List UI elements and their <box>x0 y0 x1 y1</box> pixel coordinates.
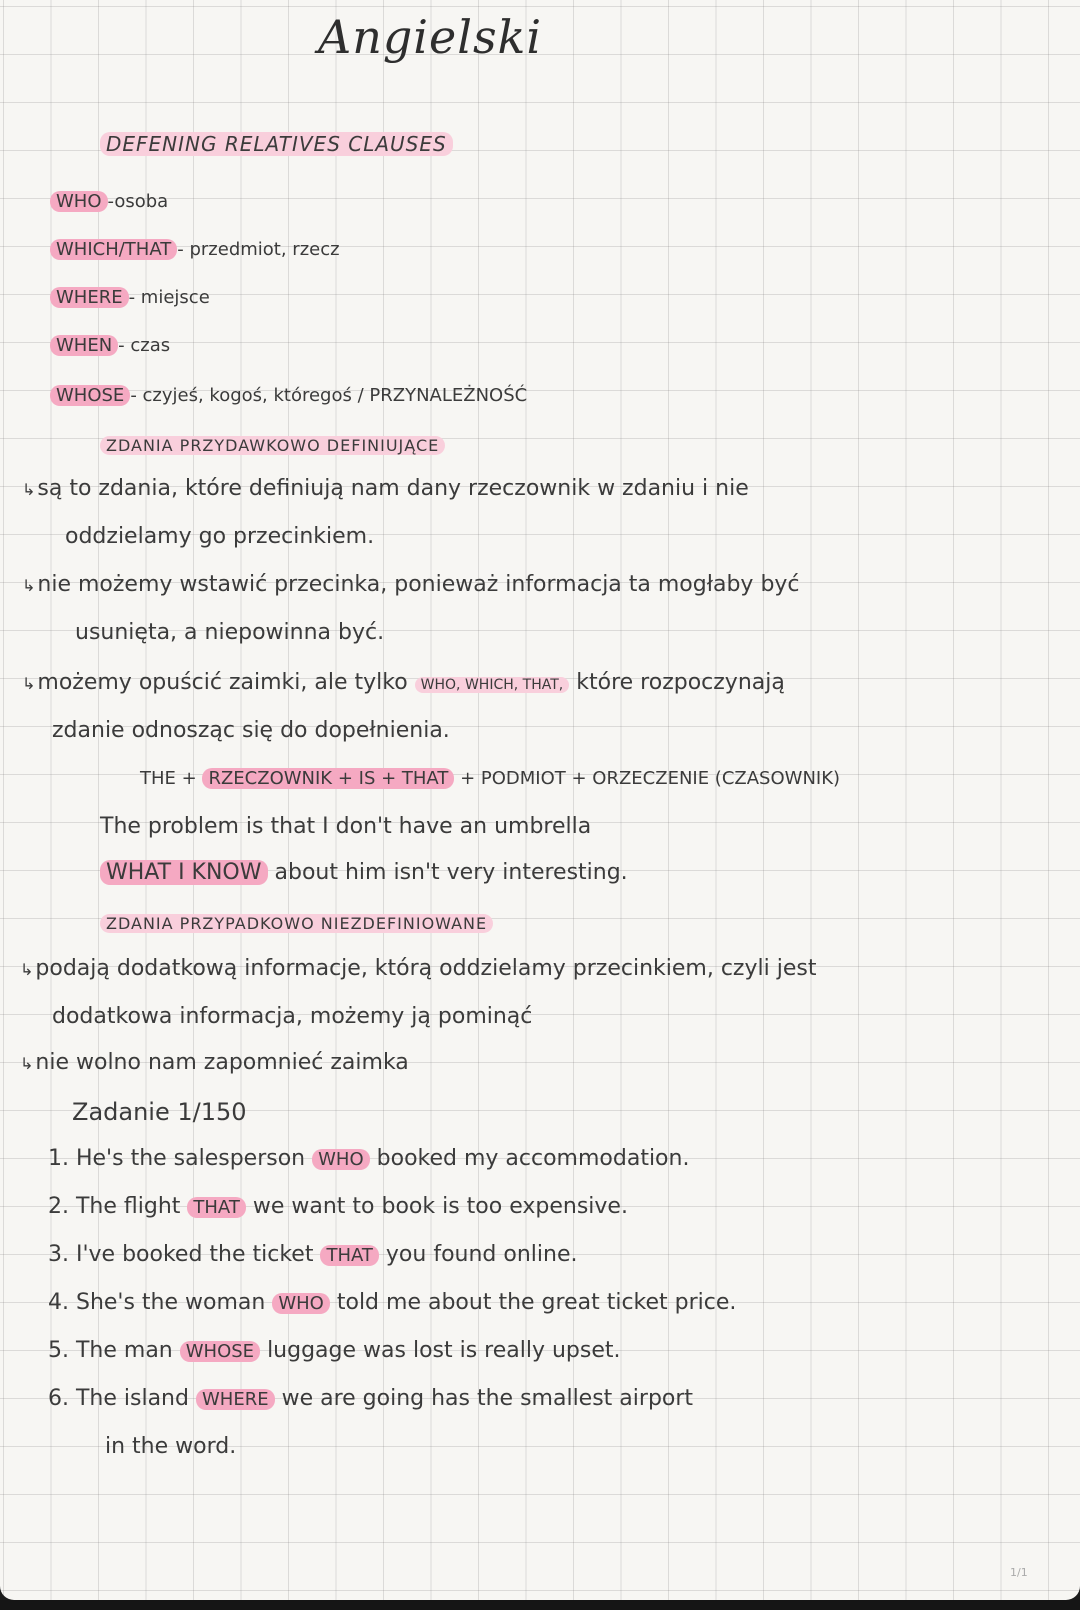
section2-heading <box>100 910 493 935</box>
item-text: we are going has the smallest airport <box>281 1386 694 1411</box>
pronoun-word: WHEN <box>50 335 118 356</box>
bullet-3-line-1 <box>22 670 785 695</box>
pronoun-item <box>50 236 340 261</box>
item-highlight: WHERE <box>196 1389 275 1410</box>
arrow-icon: ↳ <box>22 576 36 595</box>
section2-heading-text: ZDANIA PRZYPADKOWO NIEZDEFINIOWANE <box>100 914 493 933</box>
exercise-continuation: in the word. <box>105 1434 237 1459</box>
item-text: 1. He's the salesperson <box>48 1146 306 1171</box>
pronoun-word: WHICH/THAT <box>50 239 177 260</box>
bullet-text: podają dodatkową informacje, którą oddzielamy przecinkiem, czyli jest <box>35 956 817 981</box>
item-text: 6. The island <box>48 1386 189 1411</box>
exercise-item <box>48 1194 628 1219</box>
arrow-icon: ↳ <box>22 480 36 499</box>
pronoun-word: WHERE <box>50 287 129 308</box>
section1-heading-text: ZDANIA PRZYDAWKOWO DEFINIUJĄCE <box>100 436 445 455</box>
item-highlight: THAT <box>320 1245 378 1266</box>
formula-part: THE + <box>140 768 197 789</box>
bullet-text: które rozpoczynają <box>576 670 785 695</box>
heading-text: DEFENING RELATIVES CLAUSES <box>100 132 453 156</box>
bottom-bar <box>0 1600 1080 1610</box>
exercise-item <box>48 1146 689 1171</box>
example-text: about him isn't very interesting. <box>274 860 628 885</box>
exercise-item <box>48 1338 621 1363</box>
arrow-icon: ↳ <box>20 960 34 979</box>
bullet-text: nie możemy wstawić przecinka, ponieważ informacja ta mogłaby być <box>37 572 800 597</box>
item-text: 5. The man <box>48 1338 173 1363</box>
bullet-2-line-2: usunięta, a niepowinna być. <box>75 620 385 645</box>
bullet-text: możemy opuścić zaimki, ale tylko <box>37 670 408 695</box>
bullet-2-line-1 <box>22 572 800 597</box>
pronoun-item <box>50 332 170 357</box>
item-highlight: WHO <box>272 1293 330 1314</box>
arrow-icon: ↳ <box>22 674 36 693</box>
item-text: you found online. <box>385 1242 578 1267</box>
example-2 <box>100 860 628 885</box>
exercise-item <box>48 1242 577 1267</box>
pronoun-meaning: - czas <box>118 335 171 356</box>
pronoun-highlight: WHO, WHICH, THAT, <box>415 677 570 693</box>
item-highlight: WHOSE <box>180 1341 260 1362</box>
pronoun-item <box>50 188 168 213</box>
s2-bullet-1-line-1 <box>20 956 816 981</box>
item-highlight: THAT <box>187 1197 245 1218</box>
page-title: Angielski <box>318 10 543 64</box>
item-text: luggage was lost is really upset. <box>267 1338 621 1363</box>
bullet-1-line-1 <box>22 476 749 501</box>
section-heading <box>100 132 453 157</box>
exercise-title: Zadanie 1/150 <box>72 1098 247 1126</box>
item-text: 2. The flight <box>48 1194 181 1219</box>
formula-highlight: RZECZOWNIK + IS + THAT <box>202 768 454 789</box>
item-text: told me about the great ticket price. <box>336 1290 737 1315</box>
example-highlight: WHAT I KNOW <box>100 860 268 885</box>
example-1: The problem is that I don't have an umbrella <box>100 814 592 839</box>
pronoun-meaning: - czyjeś, kogoś, któregoś / PRZYNALEŻNOŚĆ <box>130 385 528 406</box>
section1-heading <box>100 432 445 457</box>
pronoun-meaning: - przedmiot, rzecz <box>177 239 340 260</box>
pronoun-word: WHO <box>50 191 108 212</box>
bullet-1-line-2: oddzielamy go przecinkiem. <box>65 524 375 549</box>
pronoun-word: WHOSE <box>50 385 130 406</box>
arrow-icon: ↳ <box>20 1054 34 1073</box>
item-text: 3. I've booked the ticket <box>48 1242 314 1267</box>
bullet-3-line-2: zdanie odnosząc się do dopełnienia. <box>52 718 450 743</box>
s2-bullet-1-line-2: dodatkowa informacja, możemy ją pominąć <box>52 1004 533 1029</box>
item-text: we want to book is too expensive. <box>252 1194 628 1219</box>
pronoun-meaning: -osoba <box>107 191 169 212</box>
pronoun-item <box>50 284 210 309</box>
s2-bullet-2-line-1 <box>20 1050 409 1075</box>
item-highlight: WHO <box>312 1149 370 1170</box>
formula-part: + PODMIOT + ORZECZENIE (CZASOWNIK) <box>460 768 841 789</box>
pronoun-meaning: - miejsce <box>128 287 210 308</box>
bullet-text: nie wolno nam zapomnieć zaimka <box>35 1050 409 1075</box>
item-text: 4. She's the woman <box>48 1290 266 1315</box>
item-text: booked my accommodation. <box>376 1146 690 1171</box>
pronoun-item <box>50 382 527 407</box>
exercise-item <box>48 1386 693 1411</box>
formula <box>140 768 840 789</box>
bullet-text: są to zdania, które definiują nam dany rzeczownik w zdaniu i nie <box>37 476 749 501</box>
page-number: 1/1 <box>1010 1566 1028 1579</box>
exercise-item <box>48 1290 736 1315</box>
